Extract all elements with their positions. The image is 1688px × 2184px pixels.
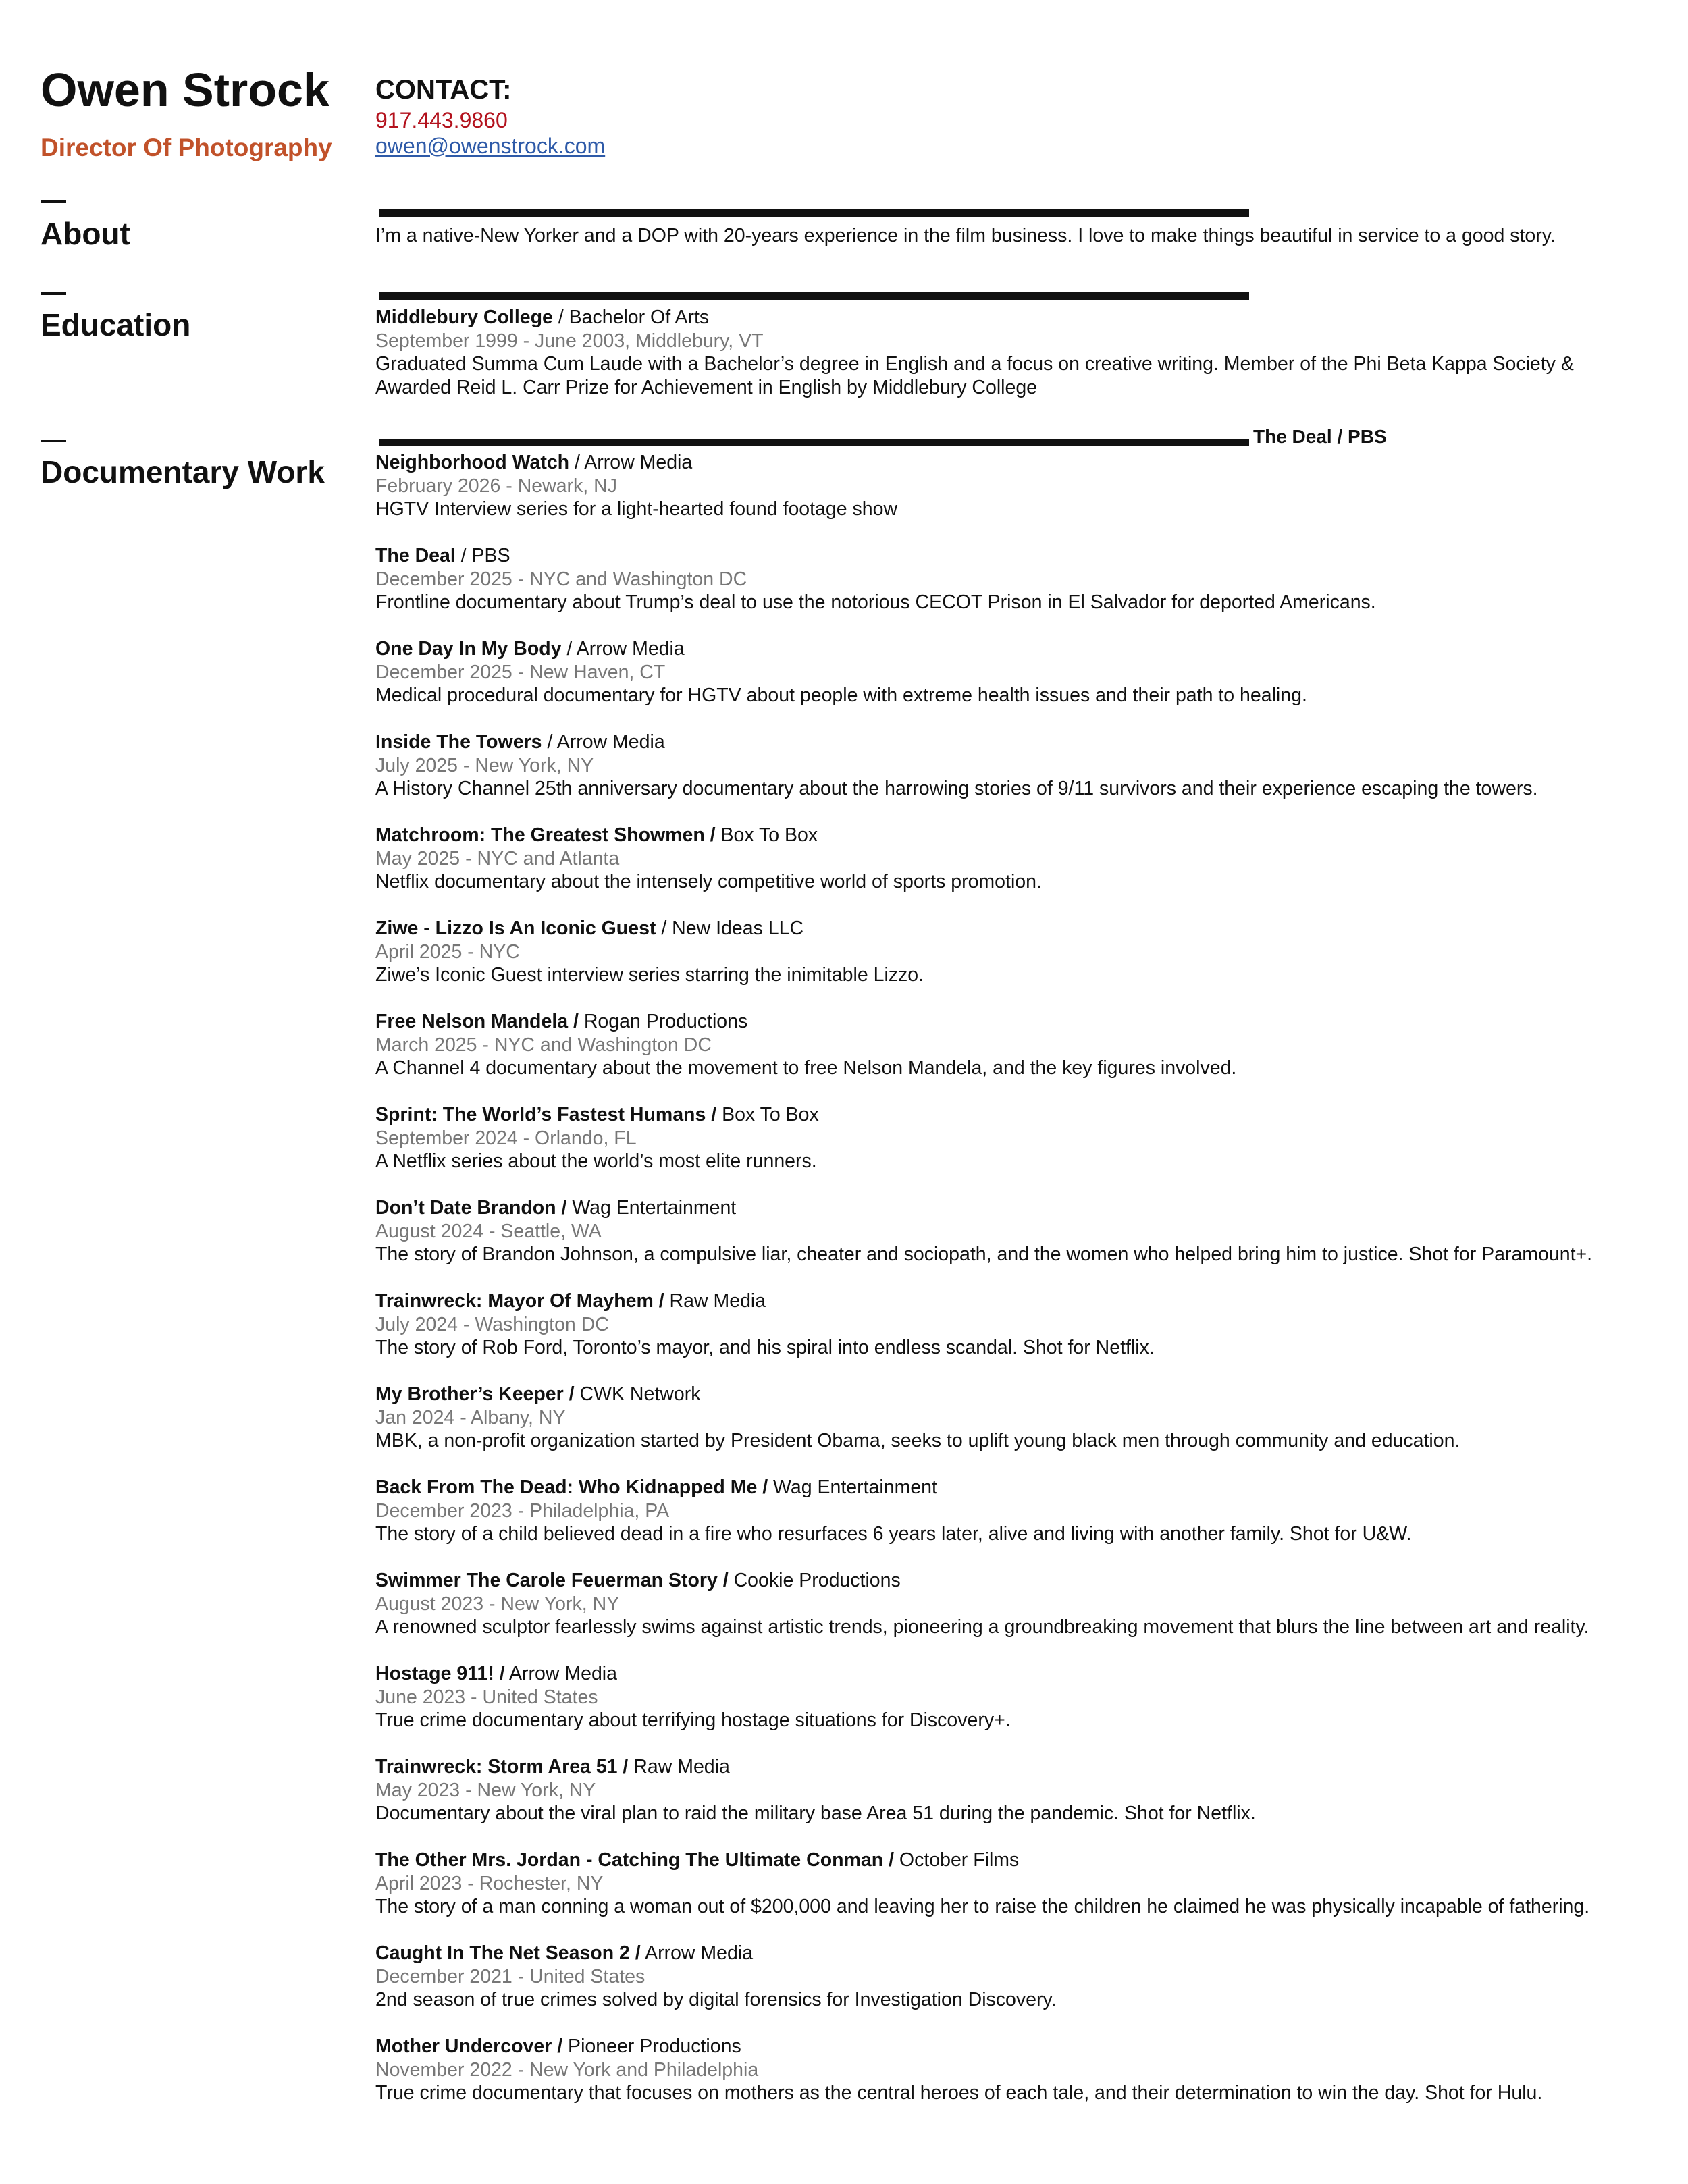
entry-date: April 2023 - Rochester, NY: [375, 1872, 604, 1894]
education-entry: [375, 306, 1645, 399]
documentary-entry: [375, 1848, 1658, 1942]
entry-title: Inside The Towers: [375, 731, 542, 753]
documentary-entry: [375, 544, 1658, 637]
documentary-rule: [379, 439, 1249, 446]
entry-date: March 2025 - NYC and Washington DC: [375, 1034, 712, 1056]
entry-title: Matchroom: The Greatest Showmen /: [375, 824, 716, 846]
documentary-entry: [375, 1010, 1658, 1103]
entry-company: Pioneer Productions: [562, 2035, 741, 2057]
entry-description: The story of a child believed dead in a fire who resurfaces 6 years later, alive and living with another family. Shot for U&W.: [375, 1523, 1412, 1545]
entry-company: / Arrow Media: [569, 452, 693, 473]
entry-description: Netflix documentary about the intensely competitive world of sports promotion.: [375, 871, 1042, 893]
entry-company: Raw Media: [664, 1290, 766, 1312]
entry-title: Hostage 911! /: [375, 1663, 505, 1684]
contact-email-link[interactable]: owen@owenstrock.com: [375, 134, 606, 158]
person-name: Owen Strock: [41, 63, 329, 116]
entry-title: My Brother’s Keeper /: [375, 1383, 575, 1405]
entry-date: June 2023 - United States: [375, 1686, 598, 1708]
entry-title: Sprint: The World’s Fastest Humans /: [375, 1104, 717, 1125]
entry-date: February 2026 - Newark, NJ: [375, 475, 617, 497]
entry-date: May 2025 - NYC and Atlanta: [375, 847, 620, 870]
education-school: Middlebury College: [375, 307, 553, 328]
entry-description: Medical procedural documentary for HGTV about people with extreme health issues and their path to healing.: [375, 685, 1307, 706]
documentary-entry: [375, 1755, 1658, 1848]
entry-company: / Arrow Media: [542, 731, 665, 753]
entry-date: July 2025 - New York, NY: [375, 754, 594, 776]
contact-label: CONTACT:: [375, 75, 512, 105]
documentary-entry: [375, 824, 1658, 917]
education-dates: September 1999 - June 2003, Middlebury, VT: [375, 329, 764, 352]
entry-description: HGTV Interview series for a light-hearted found footage show: [375, 498, 898, 520]
documentary-entry: [375, 1476, 1658, 1569]
entry-title: Neighborhood Watch: [375, 452, 570, 473]
entry-company: Wag Entertainment: [768, 1476, 937, 1498]
documentary-entry: [375, 1942, 1658, 2035]
entry-company: Cookie Productions: [728, 1570, 901, 1591]
entry-title: Mother Undercover /: [375, 2035, 563, 2057]
job-title: Director Of Photography: [41, 134, 332, 161]
entry-description: The story of a man conning a woman out of $200,000 and leaving her to raise the children he claimed he was physically incapable of fathering.: [375, 1896, 1590, 1917]
education-degree: / Bachelor Of Arts: [552, 307, 710, 328]
entry-description: 2nd season of true crimes solved by digital forensics for Investigation Discovery.: [375, 1989, 1057, 2010]
entry-date: July 2024 - Washington DC: [375, 1313, 609, 1335]
entry-date: Jan 2024 - Albany, NY: [375, 1406, 566, 1429]
entry-title: Ziwe - Lizzo Is An Iconic Guest: [375, 917, 656, 939]
documentary-heading: Documentary Work: [41, 454, 325, 489]
entry-title: Trainwreck: Mayor Of Mayhem /: [375, 1290, 664, 1312]
entry-date: December 2025 - New Haven, CT: [375, 661, 666, 683]
documentary-entry: [375, 2035, 1658, 2128]
entry-date: November 2022 - New York and Philadelphia: [375, 2058, 759, 2081]
entry-company: / New Ideas LLC: [656, 917, 804, 939]
entry-date: December 2025 - NYC and Washington DC: [375, 568, 747, 590]
entry-description: Frontline documentary about Trump’s deal to use the notorious CECOT Prison in El Salvador for deported Americans.: [375, 591, 1376, 613]
documentary-entry: [375, 730, 1658, 824]
entry-description: Documentary about the viral plan to raid the military base Area 51 during the pandemic. Shot for Netflix.: [375, 1803, 1256, 1824]
entry-company: / Arrow Media: [561, 638, 685, 660]
entry-title: Free Nelson Mandela /: [375, 1011, 579, 1032]
entry-title: The Other Mrs. Jordan - Catching The Ultimate Conman /: [375, 1849, 894, 1871]
entry-company: Box To Box: [716, 1104, 819, 1125]
entry-company: Raw Media: [628, 1756, 730, 1778]
entry-date: December 2023 - Philadelphia, PA: [375, 1499, 670, 1522]
entry-title: Caught In The Net Season 2 /: [375, 1942, 641, 1964]
education-rule: [379, 292, 1249, 300]
documentary-floating-label: The Deal / PBS: [1253, 426, 1387, 447]
entry-date: April 2025 - NYC: [375, 940, 520, 963]
entry-description: MBK, a non-profit organization started by President Obama, seeks to uplift young black men through community and education.: [375, 1430, 1460, 1451]
entry-date: August 2023 - New York, NY: [375, 1593, 620, 1615]
entry-date: September 2024 - Orlando, FL: [375, 1127, 637, 1149]
documentary-entry: [375, 451, 1658, 544]
contact-phone[interactable]: 917.443.9860: [375, 108, 508, 132]
entry-description: A Netflix series about the world’s most elite runners.: [375, 1150, 817, 1172]
entry-company: Arrow Media: [640, 1942, 754, 1964]
entry-description: A History Channel 25th anniversary documentary about the harrowing stories of 9/11 survivors and their experience escaping the towers.: [375, 778, 1538, 799]
entry-description: Ziwe’s Iconic Guest interview series starring the inimitable Lizzo.: [375, 964, 924, 986]
entry-company: Box To Box: [715, 824, 818, 846]
entry-title: The Deal: [375, 545, 456, 566]
entry-title: Swimmer The Carole Feuerman Story /: [375, 1570, 729, 1591]
entry-description: True crime documentary that focuses on mothers as the central heroes of each tale, and their determination to win the day. Shot for Hulu.: [375, 2082, 1543, 2104]
entry-description: A renowned sculptor fearlessly swims against artistic trends, pioneering a groundbreaking movement that blurs the line between art and reality.: [375, 1616, 1589, 1638]
entry-date: August 2024 - Seattle, WA: [375, 1220, 602, 1242]
education-heading: Education: [41, 307, 191, 342]
entry-company: October Films: [894, 1849, 1020, 1871]
about-text: I’m a native-New Yorker and a DOP with 20-years experience in the film business. I love to make things beautiful in service to a good story.: [375, 225, 1556, 246]
documentary-entry: [375, 1383, 1658, 1476]
documentary-entry: [375, 1662, 1658, 1755]
entry-description: True crime documentary about terrifying hostage situations for Discovery+.: [375, 1709, 1011, 1731]
entry-date: May 2023 - New York, NY: [375, 1779, 596, 1801]
entry-title: Trainwreck: Storm Area 51 /: [375, 1756, 629, 1778]
entry-company: / PBS: [455, 545, 510, 566]
entry-date: December 2021 - United States: [375, 1965, 645, 1988]
documentary-entry: [375, 1103, 1658, 1196]
documentary-entry: [375, 637, 1658, 730]
education-dash: [41, 292, 66, 295]
entry-title: One Day In My Body: [375, 638, 562, 660]
about-heading: About: [41, 216, 130, 251]
entry-company: Rogan Productions: [578, 1011, 748, 1032]
documentary-entries: [375, 451, 1658, 2128]
entry-title: Back From The Dead: Who Kidnapped Me /: [375, 1476, 768, 1498]
education-description: Graduated Summa Cum Laude with a Bachelor’s degree in English and a focus on creative writing. Member of the Phi Beta Kappa Society & Awarded Reid L. Carr Prize for Achievement in English by Middlebury College: [375, 353, 1574, 398]
about-rule: [379, 209, 1249, 217]
documentary-entry: [375, 917, 1658, 1010]
about-dash: [41, 200, 66, 203]
entry-title: Don’t Date Brandon /: [375, 1197, 567, 1219]
entry-company: Arrow Media: [504, 1663, 617, 1684]
entry-description: A Channel 4 documentary about the movement to free Nelson Mandela, and the key figures involved.: [375, 1057, 1237, 1079]
documentary-dash: [41, 440, 66, 442]
documentary-entry: [375, 1289, 1658, 1383]
entry-company: Wag Entertainment: [566, 1197, 737, 1219]
entry-description: The story of Brandon Johnson, a compulsive liar, cheater and sociopath, and the women who helped bring him to justice. Shot for Paramount+.: [375, 1244, 1593, 1265]
entry-company: CWK Network: [574, 1383, 701, 1405]
entry-description: The story of Rob Ford, Toronto’s mayor, and his spiral into endless scandal. Shot for Netflix.: [375, 1337, 1155, 1358]
documentary-entry: [375, 1569, 1658, 1662]
documentary-entry: [375, 1196, 1658, 1289]
